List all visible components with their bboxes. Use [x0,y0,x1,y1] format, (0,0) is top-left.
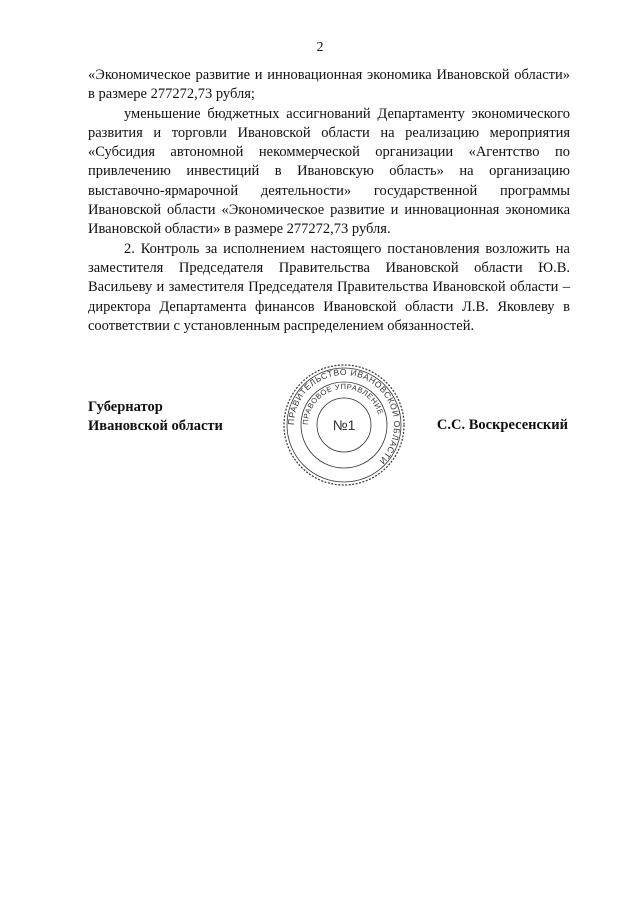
seal-number: №1 [332,417,356,433]
paragraph-3: 2. Контроль за исполнением настоящего постановления возложить на заместителя Председателя Правительства Ивановской области Ю.В. Васильеву и заместителя Председателя Правительства Ивановской области – директора Департамента финансов Ивановской области Л.В. Яковлеву в соответствии с установленным распределением обязанностей. [88,240,570,334]
official-seal [281,362,407,488]
signatory-title-line-1: Губернатор [88,399,163,415]
signatory-title-line-2: Ивановской области [88,418,223,434]
paragraph-2: уменьшение бюджетных ассигнований Департаменту экономического развития и торговли Ивановской области на реализацию мероприятия «Субсидия автономной некоммерческой организации «Агентство по привлечению инвестиций в Ивановскую область» на организацию выставочно-ярмарочной деятельности» государственной программы Ивановской области «Экономическое развитие и инновационная экономика Ивановской области» в размере 277272,73 рубля. [88,105,570,238]
signatory-title [88,398,223,436]
seal-outer-text: ПРАВИТЕЛЬСТВО ИВАНОВСКОЙ ОБЛАСТИ [285,366,403,467]
seal-inner-text: ПРАВОВОЕ УПРАВЛЕНИЕ [300,381,386,426]
document-body [88,66,570,336]
signatory-name: С.С. Воскресенский [436,417,568,433]
page-number: 2 [316,40,324,55]
paragraph-1: «Экономическое развитие и инновационная экономика Ивановской области» в размере 277272,73 рубля; [88,67,570,103]
